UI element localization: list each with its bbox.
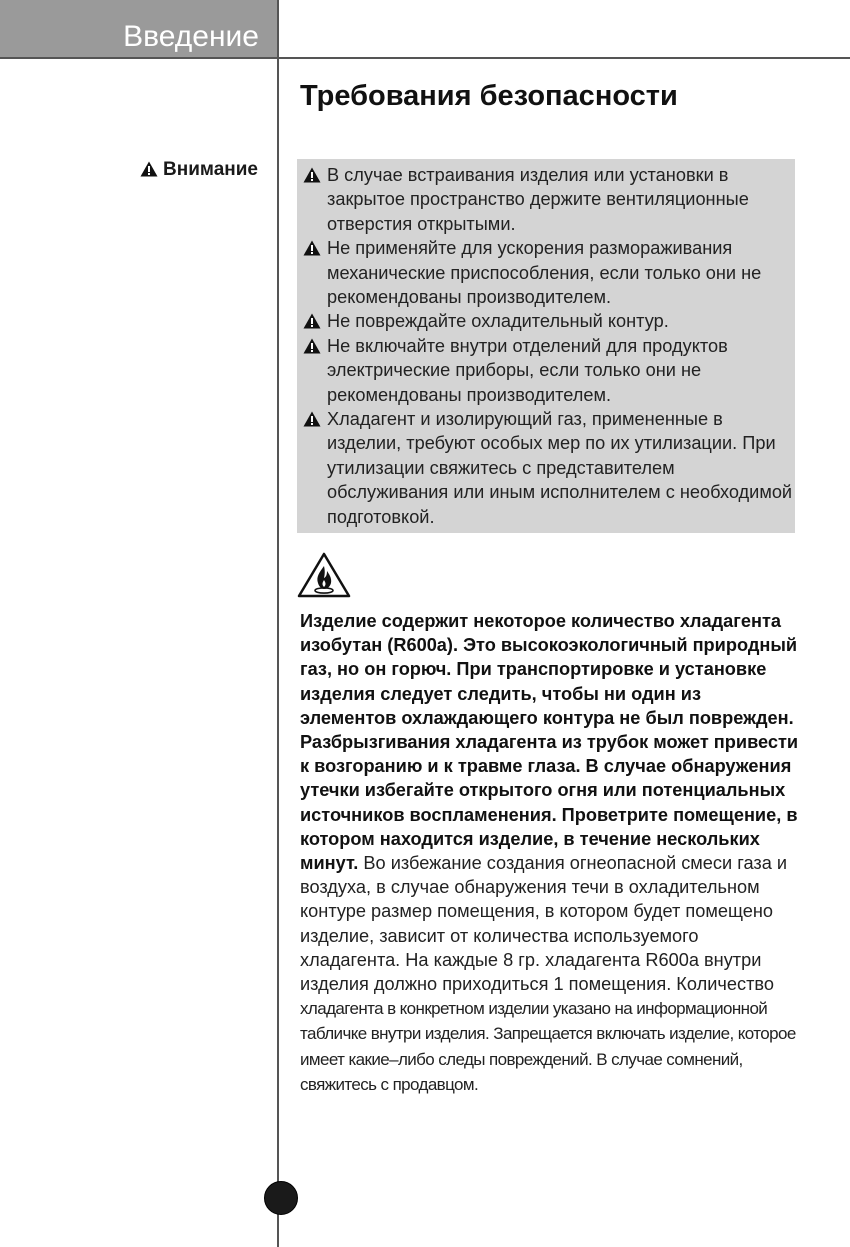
warning-item: [301, 334, 795, 407]
warning-item: [301, 309, 795, 333]
page-dot: [264, 1181, 298, 1215]
warnings-box: [297, 159, 795, 533]
warning-triangle-icon: [303, 313, 321, 329]
warning-triangle-icon: [303, 338, 321, 354]
flammable-warning-icon: [297, 552, 351, 598]
warning-text: Хладагент и изолирующий газ, примененные в изделии, требуют особых мер по их утилизации. При утилизации свяжитесь с представителем обслуживания или иным исполнителем с необходимой подготовкой.: [327, 409, 793, 527]
warning-triangle-icon: [140, 161, 158, 177]
warning-item: [301, 163, 795, 236]
attention-label: [140, 159, 258, 181]
section-title: Введение: [123, 20, 259, 53]
notice-regular-text: Во избежание создания огнеопасной смеси газа и воздуха, в случае обнаружения течи в охладительном контуре размер помещения, в котором будет помещено изделие, зависит от количества используемого хладагента. На каждые 8 гр. хладагента R600a внутри изделия должно приходиться 1 помещения. Количество: [300, 853, 788, 995]
page-title: Требования безопасности: [300, 80, 678, 112]
column-divider: [277, 0, 279, 1247]
warning-item: [301, 407, 795, 529]
warning-triangle-icon: [303, 167, 321, 183]
flammable-notice: [300, 609, 800, 1097]
header-divider: [0, 57, 850, 59]
notice-bold-text: Изделие содержит некоторое количество хладагента изобутан (R600a). Это высокоэкологичный природный газ, но он горюч. При транспортировке и установке изделия следует следить, чтобы ни один из элементов охлаждающего контура не был поврежден. Разбрызгивания хладагента из трубок может привести к возгоранию и к травме глаза. В случае обнаружения утечки избегайте открытого огня или потенциальных источников воспламенения. Проветрите помещение, в котором находится изделие, в течение нескольких минут.: [300, 611, 799, 874]
warning-item: [301, 236, 795, 309]
warning-text: Не применяйте для ускорения размораживания механические приспособления, если только они не рекомендованы производителем.: [327, 238, 762, 308]
section-header-tab: [0, 0, 277, 57]
warning-text: Не включайте внутри отделений для продуктов электрические приборы, если только они не рекомендованы производителем.: [327, 335, 728, 405]
warning-text: Не повреждайте охладительный контур.: [327, 311, 669, 332]
warning-text: В случае встраивания изделия или установки в закрытое пространство держите вентиляционные отверстия открытыми.: [327, 165, 749, 234]
attention-text: Внимание: [163, 159, 258, 180]
notice-condensed-text: хладагента в конкретном изделии указано на информационной табличке внутри изделия. Запрещается включать изделие, которое имеет какие–либо следы повреждений. В случае сомнений, свяжитесь с продавцом.: [300, 999, 796, 1094]
warning-triangle-icon: [303, 240, 321, 256]
warnings-list: [297, 159, 795, 529]
warning-triangle-icon: [303, 411, 321, 427]
